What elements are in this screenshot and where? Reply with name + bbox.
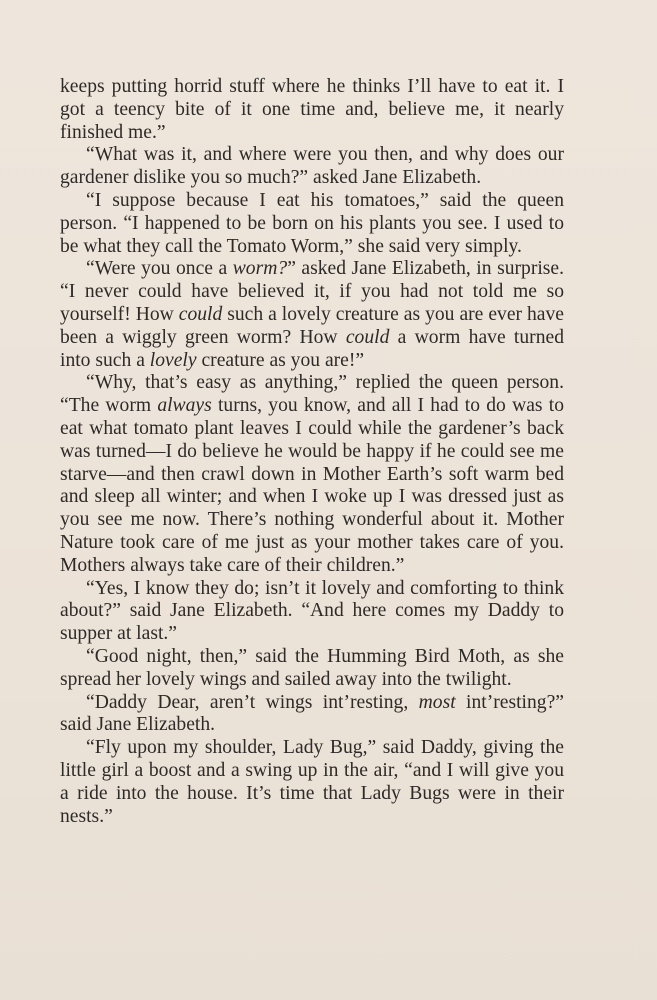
italic-text: worm? [232,258,288,280]
italic-text: lovely [149,349,197,371]
paragraph-4 [60,258,564,372]
paragraph-text: “Daddy Dear, aren’t wings int’resting, [86,691,419,713]
italic-text: always [157,395,212,417]
paragraph-text: “Were you once a [86,258,233,280]
paragraph-7 [60,646,564,692]
paragraph-text: a worm have turned into such a [60,326,564,371]
paragraph-text: keeps putting horrid stuff where he thinks I’ll have to eat it. I got a teency bite of it one time and, believe me, it nearly finished me.” [60,76,564,143]
paragraph-5 [60,372,564,577]
paragraph-text: “Fly upon my shoulder, Lady Bug,” said Daddy, giving the little girl a boost and a swing up in the air, “and I will give you a ride into the house. It’s time that Lady Bugs were in their nests.” [60,737,564,827]
paragraph-text: creature as you are!” [196,349,365,371]
italic-text: could [178,303,223,325]
paragraph-text: int’resting?” said Jane Elizabeth. [60,691,564,736]
paragraph-1 [60,76,564,144]
italic-text: most [418,691,456,713]
paragraph-6 [60,578,564,646]
paragraph-text: ” asked Jane Elizabeth, in surprise. “I never could have believed it, if you had not told me so yourself! How [60,258,565,325]
paragraph-text: “What was it, and where were you then, and why does our gardener dislike you so much?” asked Jane Elizabeth. [60,144,564,189]
italic-text: could [345,326,390,348]
paragraph-text: “Why, that’s easy as anything,” replied the queen person. “The worm [60,372,564,417]
paragraph-text: turns, you know, and all I had to do was to eat what tomato plant leaves I could while the gardener’s back was turned—I do believe he would be happy if he could see me starve—and then crawl down in Mother Earth’s soft warm bed and sleep all winter; and when I woke up I was dressed just as you see me now. There’s nothing wonderful about it. Mother Nature took care of me just as your mother takes care of you. Mothers always take care of their children.” [60,395,565,576]
paragraph-9 [60,737,564,828]
paragraph-3 [60,190,564,258]
paragraph-2 [60,144,564,190]
paragraph-8 [60,692,564,738]
paragraph-text: “Good night, then,” said the Humming Bird Moth, as she spread her lovely wings and sailed away into the twilight. [60,645,564,690]
paragraph-text: “Yes, I know they do; isn’t it lovely and comforting to think about?” said Jane Elizabeth. “And here comes my Daddy to supper at last.” [60,577,564,645]
body-text [60,76,564,828]
paragraph-text: such a lovely creature as you are ever have been a wiggly green worm? How [60,303,564,348]
paragraph-text: “I suppose because I eat his tomatoes,” said the queen person. “I happened to be born on his plants you see. I used to be what they call the Tomato Worm,” she said very simply. [60,189,564,257]
